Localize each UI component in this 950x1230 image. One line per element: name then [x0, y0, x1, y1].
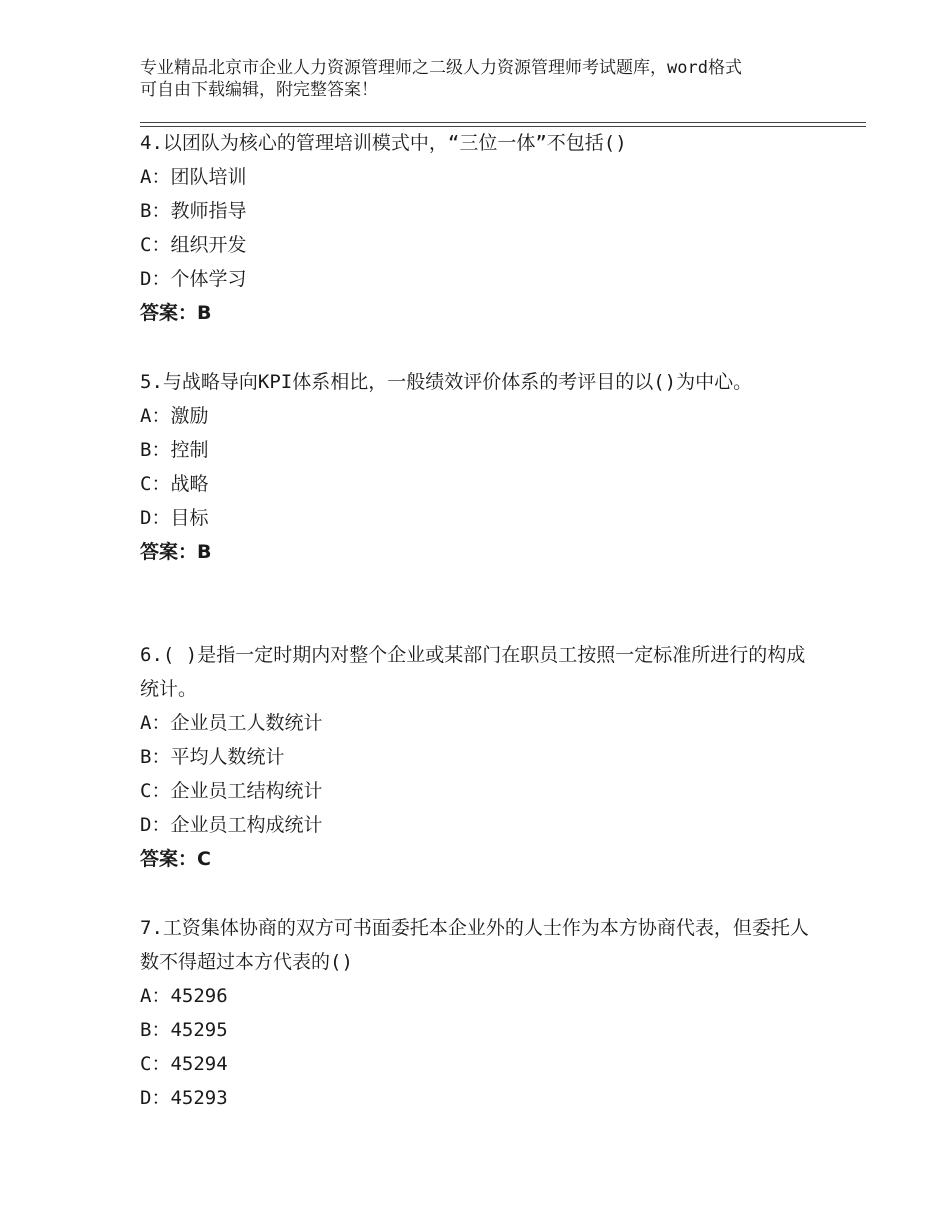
option-a: A：团队培训	[140, 166, 247, 188]
option-c: C：企业员工结构统计	[140, 780, 323, 802]
question-7	[140, 911, 820, 1115]
option-d: D：45293	[140, 1087, 228, 1109]
option-a: A：45296	[140, 985, 228, 1007]
option-d: D：企业员工构成统计	[140, 814, 323, 836]
answer: 答案：C	[140, 848, 211, 870]
option-c: C：战略	[140, 473, 209, 495]
option-c: C：组织开发	[140, 234, 247, 256]
header-line-2: 可自由下载编辑，附完整答案！	[140, 80, 378, 100]
option-b: B：教师指导	[140, 200, 247, 222]
option-b: B：45295	[140, 1019, 228, 1041]
option-a: A：激励	[140, 405, 209, 427]
question-stem: 5.与战略导向KPI体系相比，一般绩效评价体系的考评目的以()为中心。	[140, 371, 753, 393]
question-stem: 7.工资集体协商的双方可书面委托本企业外的人士作为本方协商代表，但委托人数不得超过本方代表的()	[140, 917, 809, 973]
question-stem: 4.以团队为核心的管理培训模式中，“三位一体”不包括()	[140, 132, 627, 154]
option-b: B：平均人数统计	[140, 746, 285, 768]
option-b: B：控制	[140, 439, 209, 461]
option-d: D：目标	[140, 507, 209, 529]
answer: 答案：B	[140, 302, 212, 324]
header-line-1: 专业精品北京市企业人力资源管理师之二级人力资源管理师考试题库，word格式	[140, 58, 742, 78]
question-6	[140, 638, 820, 876]
option-c: C：45294	[140, 1053, 228, 1075]
option-d: D：个体学习	[140, 268, 247, 290]
question-stem: 6.( )是指一定时期内对整个企业或某部门在职员工按照一定标准所进行的构成统计。	[140, 644, 806, 700]
option-a: A：企业员工人数统计	[140, 712, 323, 734]
header-divider-top	[140, 122, 866, 123]
question-5	[140, 365, 820, 569]
question-4	[140, 126, 820, 330]
document-header	[140, 57, 820, 101]
answer: 答案：B	[140, 541, 212, 563]
